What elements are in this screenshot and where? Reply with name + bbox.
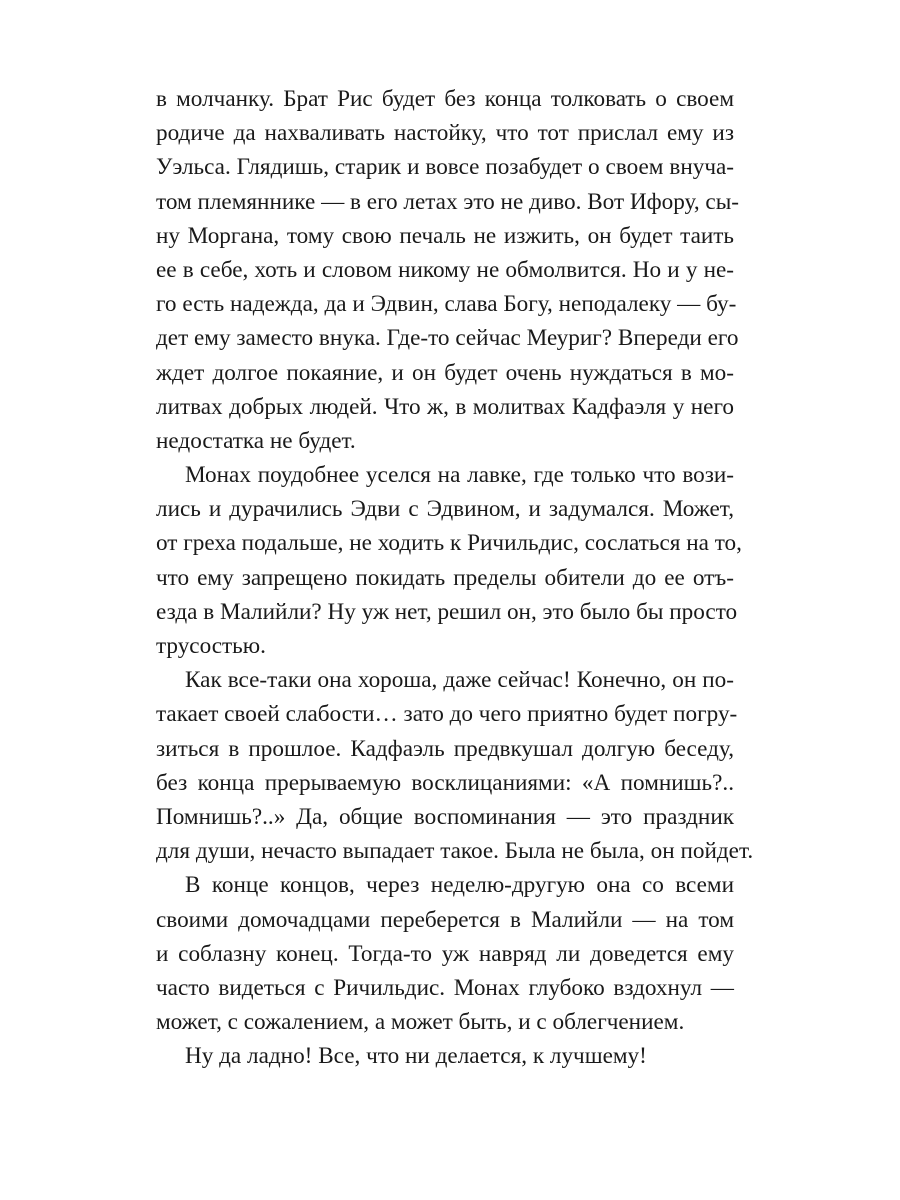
text-line: В конце концов, через неделю-другую она со всеми [185,872,734,899]
text-line: может, с сожалением, а может быть, и с облегчением. [156,1009,685,1036]
text-line: езда в Малийли? Ну уж нет, решил он, это было бы просто [156,598,738,625]
text-line: Помнишь?..» Да, общие воспоминания — это праздник [156,803,734,830]
text-line: что ему запрещено покидать пределы обители до ее отъ- [156,564,734,591]
text-line: ждет долгое покаяние, и он будет очень нуждаться в мо- [156,359,734,386]
text-line: своими домочадцами переберется в Малийли — на том [156,906,734,933]
text-line: ну Моргана, тому свою печаль не изжить, он будет таить [156,222,734,249]
text-line: дет ему заместо внука. Где-то сейчас Меуриг? Впереди его [156,325,739,352]
text-line: в молчанку. Брат Рис будет без конца толковать о своем [156,86,734,112]
paragraph [156,82,740,458]
paragraph [156,663,754,868]
text-line: без конца прерываемую восклицаниями: «А помнишь?.. [156,769,734,796]
text-line: зиться в прошлое. Кадфаэль предвкушал долгую беседу, [156,735,734,762]
text-line: такает своей слабости… зато до чего приятно будет погру- [156,701,738,728]
text-line: родиче да нахваливать настойку, что тот прислал ему из [156,120,734,147]
text-line: лись и дурачились Эдви с Эдвином, и задумался. Может, [156,496,734,523]
text-line: недостатка не будет. [156,427,356,454]
text-line: литвах добрых людей. Что ж, в молитвах Кадфаэля у него [156,393,734,420]
paragraph [156,868,734,1039]
paragraph [156,1039,734,1073]
text-line: го есть надежда, да и Эдвин, слава Богу, неподалеку — бу- [156,291,737,318]
text-line: Как все-таки она хороша, даже сейчас! Конечно, он по- [185,667,734,694]
text-line: для души, нечасто выпадает такое. Была не была, он пойдет. [156,838,754,865]
text-line: ее в себе, хоть и словом никому не обмолвится. Но и у не- [156,256,734,283]
text-line: том племяннике — в его летах это не диво. Вот Ифору, сы- [156,188,740,215]
text-line: и соблазну конец. Тогда-то уж навряд ли доведется ему [156,940,734,967]
text-line: от греха подальше, не ходить к Ричильдис, сослаться на то, [156,530,742,557]
text-line: Монах поудобнее уселся на лавке, где только что вози- [185,462,734,489]
text-line: часто видеться с Ричильдис. Монах глубоко вздохнул — [156,974,734,1001]
text-line: Ну да ладно! Все, что ни делается, к лучшему! [185,1043,647,1070]
text-line: Уэльса. Глядишь, старик и вовсе позабудет о своем внуча- [156,154,734,181]
body-text [156,82,754,1073]
paragraph [156,458,742,663]
text-line: трусостью. [156,633,266,659]
